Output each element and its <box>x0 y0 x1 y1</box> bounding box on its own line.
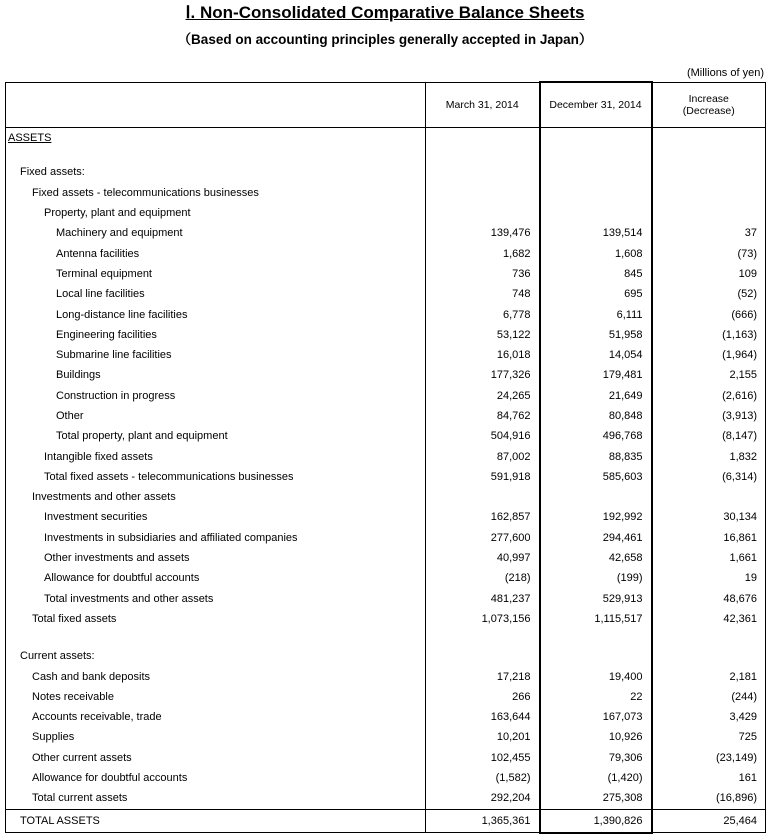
row-label-text: Supplies <box>32 731 75 744</box>
value-increase-decrease <box>652 203 766 223</box>
table-row <box>6 345 766 365</box>
row-label-text: Other investments and assets <box>44 552 190 565</box>
value-december-2014 <box>540 148 652 162</box>
table-row <box>6 365 766 385</box>
row-label <box>6 809 426 833</box>
value-december-2014: 88,835 <box>540 446 652 466</box>
table-row <box>6 223 766 243</box>
row-label-text: Investments and other assets <box>32 491 176 504</box>
header-increase-decrease: Increase (Decrease) <box>652 82 766 128</box>
value-march-2014: (1,582) <box>426 768 540 788</box>
row-label-text: Investment securities <box>44 511 148 524</box>
row-label <box>6 243 426 263</box>
row-label <box>6 446 426 466</box>
row-label <box>6 406 426 426</box>
row-label <box>6 568 426 588</box>
value-december-2014: 79,306 <box>540 748 652 768</box>
value-increase-decrease: (73) <box>652 243 766 263</box>
table-row <box>6 487 766 507</box>
value-december-2014: 294,461 <box>540 528 652 548</box>
value-march-2014 <box>426 629 540 646</box>
value-increase-decrease: 48,676 <box>652 589 766 609</box>
row-label-text: Cash and bank deposits <box>32 670 151 683</box>
row-label-text: Local line facilities <box>56 288 145 301</box>
header-december-2014: December 31, 2014 <box>540 82 652 128</box>
value-march-2014: 748 <box>426 284 540 304</box>
table-row <box>6 666 766 686</box>
value-december-2014: 192,992 <box>540 507 652 527</box>
table-row <box>6 426 766 446</box>
value-march-2014: 16,018 <box>426 345 540 365</box>
row-label-text: Total current assets <box>32 792 128 805</box>
value-march-2014: 1,073,156 <box>426 609 540 629</box>
row-label-text: Terminal equipment <box>56 267 152 280</box>
table-row <box>6 727 766 747</box>
value-march-2014: 162,857 <box>426 507 540 527</box>
value-increase-decrease <box>652 646 766 666</box>
row-label <box>6 748 426 768</box>
value-increase-decrease <box>652 183 766 203</box>
value-december-2014: 845 <box>540 264 652 284</box>
table-row <box>6 748 766 768</box>
value-march-2014: 591,918 <box>426 467 540 487</box>
row-label <box>6 183 426 203</box>
value-march-2014: 53,122 <box>426 325 540 345</box>
table-row <box>6 148 766 162</box>
table-row <box>6 809 766 833</box>
value-march-2014: 102,455 <box>426 748 540 768</box>
value-increase-decrease: (666) <box>652 304 766 324</box>
value-december-2014: 80,848 <box>540 406 652 426</box>
value-december-2014: 42,658 <box>540 548 652 568</box>
value-march-2014: 266 <box>426 687 540 707</box>
row-label-text: Machinery and equipment <box>56 227 183 240</box>
table-row <box>6 507 766 527</box>
row-label-text: Notes receivable <box>32 690 114 703</box>
table-row <box>6 128 766 149</box>
row-label-text: Property, plant and equipment <box>44 207 191 220</box>
value-increase-decrease: 3,429 <box>652 707 766 727</box>
row-label <box>6 304 426 324</box>
row-label-text: Fixed assets - telecommunications businesses <box>32 186 259 199</box>
value-increase-decrease <box>652 128 766 149</box>
value-march-2014 <box>426 128 540 149</box>
value-march-2014: 504,916 <box>426 426 540 446</box>
value-increase-decrease: (1,964) <box>652 345 766 365</box>
value-march-2014 <box>426 646 540 666</box>
table-row <box>6 568 766 588</box>
value-increase-decrease: (8,147) <box>652 426 766 446</box>
page-title: Ⅰ. Non-Consolidated Comparative Balance Sheets <box>185 3 585 22</box>
table-row <box>6 446 766 466</box>
row-label <box>6 386 426 406</box>
header-label-cell <box>6 82 426 128</box>
value-december-2014 <box>540 629 652 646</box>
table-row <box>6 243 766 263</box>
value-increase-decrease: 30,134 <box>652 507 766 527</box>
value-december-2014 <box>540 162 652 182</box>
value-increase-decrease <box>652 162 766 182</box>
row-label <box>6 467 426 487</box>
row-label <box>6 707 426 727</box>
value-december-2014: 695 <box>540 284 652 304</box>
value-increase-decrease: 37 <box>652 223 766 243</box>
value-increase-decrease: (6,314) <box>652 467 766 487</box>
row-label <box>6 528 426 548</box>
row-label <box>6 426 426 446</box>
value-march-2014: 177,326 <box>426 365 540 385</box>
table-row <box>6 304 766 324</box>
table-row <box>6 548 766 568</box>
value-march-2014: 277,600 <box>426 528 540 548</box>
row-label-text: ASSETS <box>8 132 52 145</box>
table-body <box>6 128 766 833</box>
value-march-2014: 17,218 <box>426 666 540 686</box>
value-march-2014: 1,682 <box>426 243 540 263</box>
row-label <box>6 365 426 385</box>
table-row <box>6 609 766 629</box>
value-march-2014: 87,002 <box>426 446 540 466</box>
page-subtitle: （Based on accounting principles generally accepted in Japan） <box>177 32 593 47</box>
value-march-2014: 1,365,361 <box>426 809 540 833</box>
value-increase-decrease: 1,661 <box>652 548 766 568</box>
table-row <box>6 528 766 548</box>
value-increase-decrease: (23,149) <box>652 748 766 768</box>
value-december-2014: 14,054 <box>540 345 652 365</box>
table-row <box>6 687 766 707</box>
row-label-text: Submarine line facilities <box>56 349 172 362</box>
value-march-2014: 24,265 <box>426 386 540 406</box>
row-label <box>6 325 426 345</box>
value-increase-decrease <box>652 629 766 646</box>
row-label <box>6 284 426 304</box>
value-increase-decrease: 2,181 <box>652 666 766 686</box>
table-row <box>6 183 766 203</box>
row-label-text: Construction in progress <box>56 389 176 402</box>
value-increase-decrease: (1,163) <box>652 325 766 345</box>
unit-label: (Millions of yen) <box>686 67 764 79</box>
value-march-2014: 481,237 <box>426 589 540 609</box>
row-label <box>6 788 426 809</box>
value-increase-decrease: 19 <box>652 568 766 588</box>
row-label-text: Other current assets <box>32 751 132 764</box>
value-december-2014 <box>540 183 652 203</box>
row-label <box>6 646 426 666</box>
header-march-2014: March 31, 2014 <box>426 82 540 128</box>
table-row <box>6 467 766 487</box>
value-march-2014: 163,644 <box>426 707 540 727</box>
value-march-2014: (218) <box>426 568 540 588</box>
value-march-2014 <box>426 203 540 223</box>
row-label <box>6 666 426 686</box>
value-march-2014: 139,476 <box>426 223 540 243</box>
table-row <box>6 203 766 223</box>
value-december-2014: 167,073 <box>540 707 652 727</box>
table-row <box>6 629 766 646</box>
row-label-text: Total investments and other assets <box>44 592 214 605</box>
value-increase-decrease: (16,896) <box>652 788 766 809</box>
value-december-2014 <box>540 128 652 149</box>
value-december-2014: (1,420) <box>540 768 652 788</box>
table-row <box>6 406 766 426</box>
table-row <box>6 707 766 727</box>
value-december-2014: 496,768 <box>540 426 652 446</box>
value-march-2014: 6,778 <box>426 304 540 324</box>
value-december-2014: 179,481 <box>540 365 652 385</box>
table-row <box>6 646 766 666</box>
value-december-2014 <box>540 487 652 507</box>
header-row <box>6 82 766 128</box>
value-increase-decrease: 161 <box>652 768 766 788</box>
table-row <box>6 788 766 809</box>
value-december-2014: 139,514 <box>540 223 652 243</box>
table-row <box>6 162 766 182</box>
value-increase-decrease <box>652 487 766 507</box>
value-march-2014 <box>426 162 540 182</box>
row-label-text: Total property, plant and equipment <box>56 430 228 443</box>
row-label <box>6 487 426 507</box>
value-increase-decrease: 25,464 <box>652 809 766 833</box>
row-label-text: Engineering facilities <box>56 328 157 341</box>
table-row <box>6 264 766 284</box>
row-label-text: TOTAL ASSETS <box>20 814 100 827</box>
value-march-2014: 292,204 <box>426 788 540 809</box>
row-label-text: Allowance for doubtful accounts <box>44 572 200 585</box>
table-row <box>6 768 766 788</box>
value-december-2014: 275,308 <box>540 788 652 809</box>
value-march-2014: 40,997 <box>426 548 540 568</box>
value-december-2014: 10,926 <box>540 727 652 747</box>
value-december-2014: 585,603 <box>540 467 652 487</box>
value-december-2014: 21,649 <box>540 386 652 406</box>
value-increase-decrease: (2,616) <box>652 386 766 406</box>
value-december-2014 <box>540 203 652 223</box>
value-increase-decrease: 725 <box>652 727 766 747</box>
row-label <box>6 589 426 609</box>
value-march-2014 <box>426 487 540 507</box>
row-label <box>6 727 426 747</box>
row-label <box>6 264 426 284</box>
row-label <box>6 128 426 149</box>
table-row <box>6 284 766 304</box>
row-label-text: Current assets: <box>20 650 95 663</box>
balance-sheet-table <box>5 81 766 834</box>
row-label <box>6 203 426 223</box>
value-december-2014: 1,115,517 <box>540 609 652 629</box>
value-increase-decrease <box>652 148 766 162</box>
value-increase-decrease: 42,361 <box>652 609 766 629</box>
row-label <box>6 687 426 707</box>
value-increase-decrease: 1,832 <box>652 446 766 466</box>
row-label <box>6 345 426 365</box>
row-label <box>6 768 426 788</box>
value-increase-decrease: 109 <box>652 264 766 284</box>
value-march-2014 <box>426 148 540 162</box>
row-label <box>6 548 426 568</box>
value-december-2014: 529,913 <box>540 589 652 609</box>
value-december-2014: (199) <box>540 568 652 588</box>
value-december-2014: 22 <box>540 687 652 707</box>
row-label-text: Buildings <box>56 369 101 382</box>
row-label <box>6 609 426 629</box>
row-label-text: Long-distance line facilities <box>56 308 188 321</box>
value-increase-decrease: 16,861 <box>652 528 766 548</box>
table-row <box>6 386 766 406</box>
row-label-text: Fixed assets: <box>20 166 85 179</box>
row-label-text: Other <box>56 410 84 422</box>
value-increase-decrease: (3,913) <box>652 406 766 426</box>
row-label-text: Accounts receivable, trade <box>32 711 162 724</box>
value-increase-decrease: 2,155 <box>652 365 766 385</box>
value-march-2014: 736 <box>426 264 540 284</box>
row-label-text: Antenna facilities <box>56 247 140 260</box>
value-march-2014 <box>426 183 540 203</box>
value-increase-decrease: (52) <box>652 284 766 304</box>
value-march-2014: 10,201 <box>426 727 540 747</box>
value-december-2014: 51,958 <box>540 325 652 345</box>
row-label-text: Intangible fixed assets <box>44 450 153 463</box>
row-label <box>6 629 426 646</box>
table-row <box>6 325 766 345</box>
value-december-2014: 6,111 <box>540 304 652 324</box>
row-label-text: Total fixed assets - telecommunications businesses <box>44 470 294 483</box>
value-december-2014: 1,390,826 <box>540 809 652 833</box>
row-label <box>6 223 426 243</box>
row-label <box>6 148 426 162</box>
value-december-2014: 1,608 <box>540 243 652 263</box>
row-label-text: Investments in subsidiaries and affiliated companies <box>44 531 298 544</box>
value-december-2014: 19,400 <box>540 666 652 686</box>
row-label <box>6 507 426 527</box>
row-label <box>6 162 426 182</box>
value-increase-decrease: (244) <box>652 687 766 707</box>
value-march-2014: 84,762 <box>426 406 540 426</box>
table-row <box>6 589 766 609</box>
row-label-text: Allowance for doubtful accounts <box>32 772 188 785</box>
row-label-text: Total fixed assets <box>32 612 117 625</box>
value-december-2014 <box>540 646 652 666</box>
